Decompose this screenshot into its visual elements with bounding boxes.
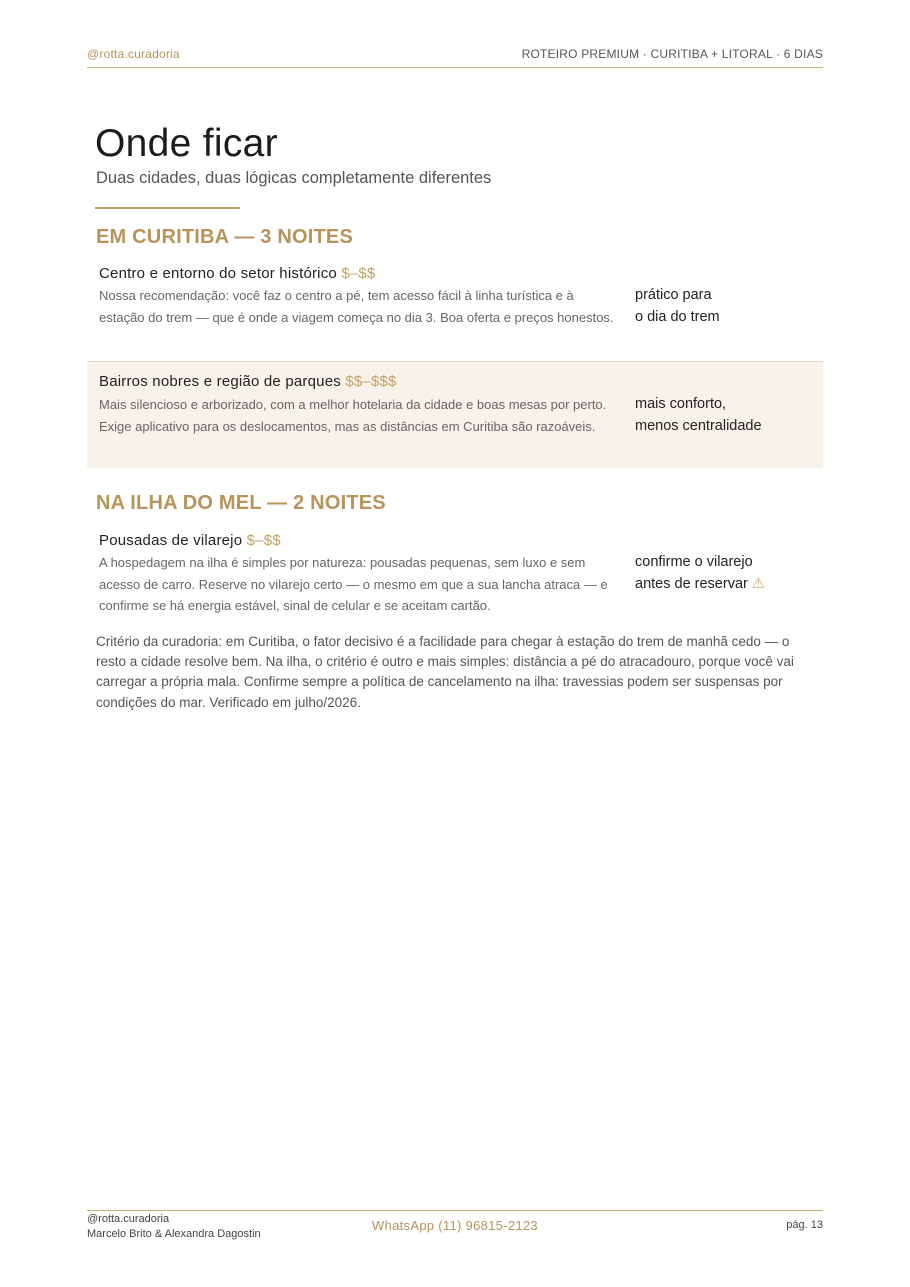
entry-description: A hospedagem na ilha é simples por natureza: pousadas pequenas, sem luxo e sem acesso de carro. Reserve no vilarejo certo — o mesmo em que a sua lancha atraca — e confirme se há energia estável, sinal de celular e se aceitam cartão. xyxy=(99,555,608,613)
entry-description: Nossa recomendação: você faz o centro a pé, tem acesso fácil à linha turística e à estação do trem — que é onde a viagem começa no dia 3. Boa oferta e preços honestos. xyxy=(99,288,614,325)
page-footer xyxy=(87,1210,823,1244)
entry-note: prático para o dia do trem xyxy=(635,287,720,325)
warning-icon: ⚠ xyxy=(751,575,765,592)
entry-note: mais conforto, menos centralidade xyxy=(635,396,762,434)
entry-title: Bairros nobres e região de parques $$–$$$ xyxy=(99,373,397,390)
page-header xyxy=(87,46,823,68)
entry-description: Mais silencioso e arborizado, com a melhor hotelaria da cidade e boas mesas por perto. Exige aplicativo para os deslocamentos, mas as distâncias em Curitiba são razoáveis. xyxy=(99,397,607,434)
entry-title: Pousadas de vilarejo $–$$ xyxy=(99,532,281,549)
section-heading-ilha-do-mel: NA ILHA DO MEL — 2 NOITES xyxy=(96,492,386,514)
header-handle: @rotta.curadoria xyxy=(87,47,180,61)
page-title: Onde ficar xyxy=(95,122,278,165)
footer-authors: Marcelo Brito & Alexandra Dagostin xyxy=(87,1228,261,1240)
page-number: pág. 13 xyxy=(786,1219,823,1231)
header-doc-title: ROTEIRO PREMIUM · CURITIBA + LITORAL · 6 DIAS xyxy=(521,47,823,61)
entry-title: Centro e entorno do setor histórico $–$$ xyxy=(99,265,376,282)
curation-criteria: Critério da curadoria: em Curitiba, o fator decisivo é a facilidade para chegar à estação do trem de manhã cedo — o resto a cidade resolve bem. Na ilha, o critério é outro e mais simples: distância a pé do atracadouro, porque você vai carregar a própria mala. Confirme sempre a política de cancelamento na ilha: travessias podem ser suspensas por condições do mar. Verificado em julho/2026. xyxy=(96,634,794,710)
list-item xyxy=(87,264,823,362)
page-subtitle: Duas cidades, duas lógicas completamente diferentes xyxy=(96,169,492,187)
section-heading-curitiba: EM CURITIBA — 3 NOITES xyxy=(96,226,354,248)
entry-note: confirme o vilarejo antes de reservar ⚠ xyxy=(635,554,765,592)
title-divider xyxy=(95,207,240,209)
footer-whatsapp-link[interactable]: WhatsApp (11) 96815-2123 xyxy=(372,1218,538,1233)
list-item xyxy=(87,361,823,468)
price-range: $–$$ xyxy=(246,532,281,549)
footer-handle: @rotta.curadoria xyxy=(87,1213,170,1225)
list-item xyxy=(87,531,823,621)
price-range: $–$$ xyxy=(341,265,376,282)
price-range: $$–$$$ xyxy=(345,373,397,390)
